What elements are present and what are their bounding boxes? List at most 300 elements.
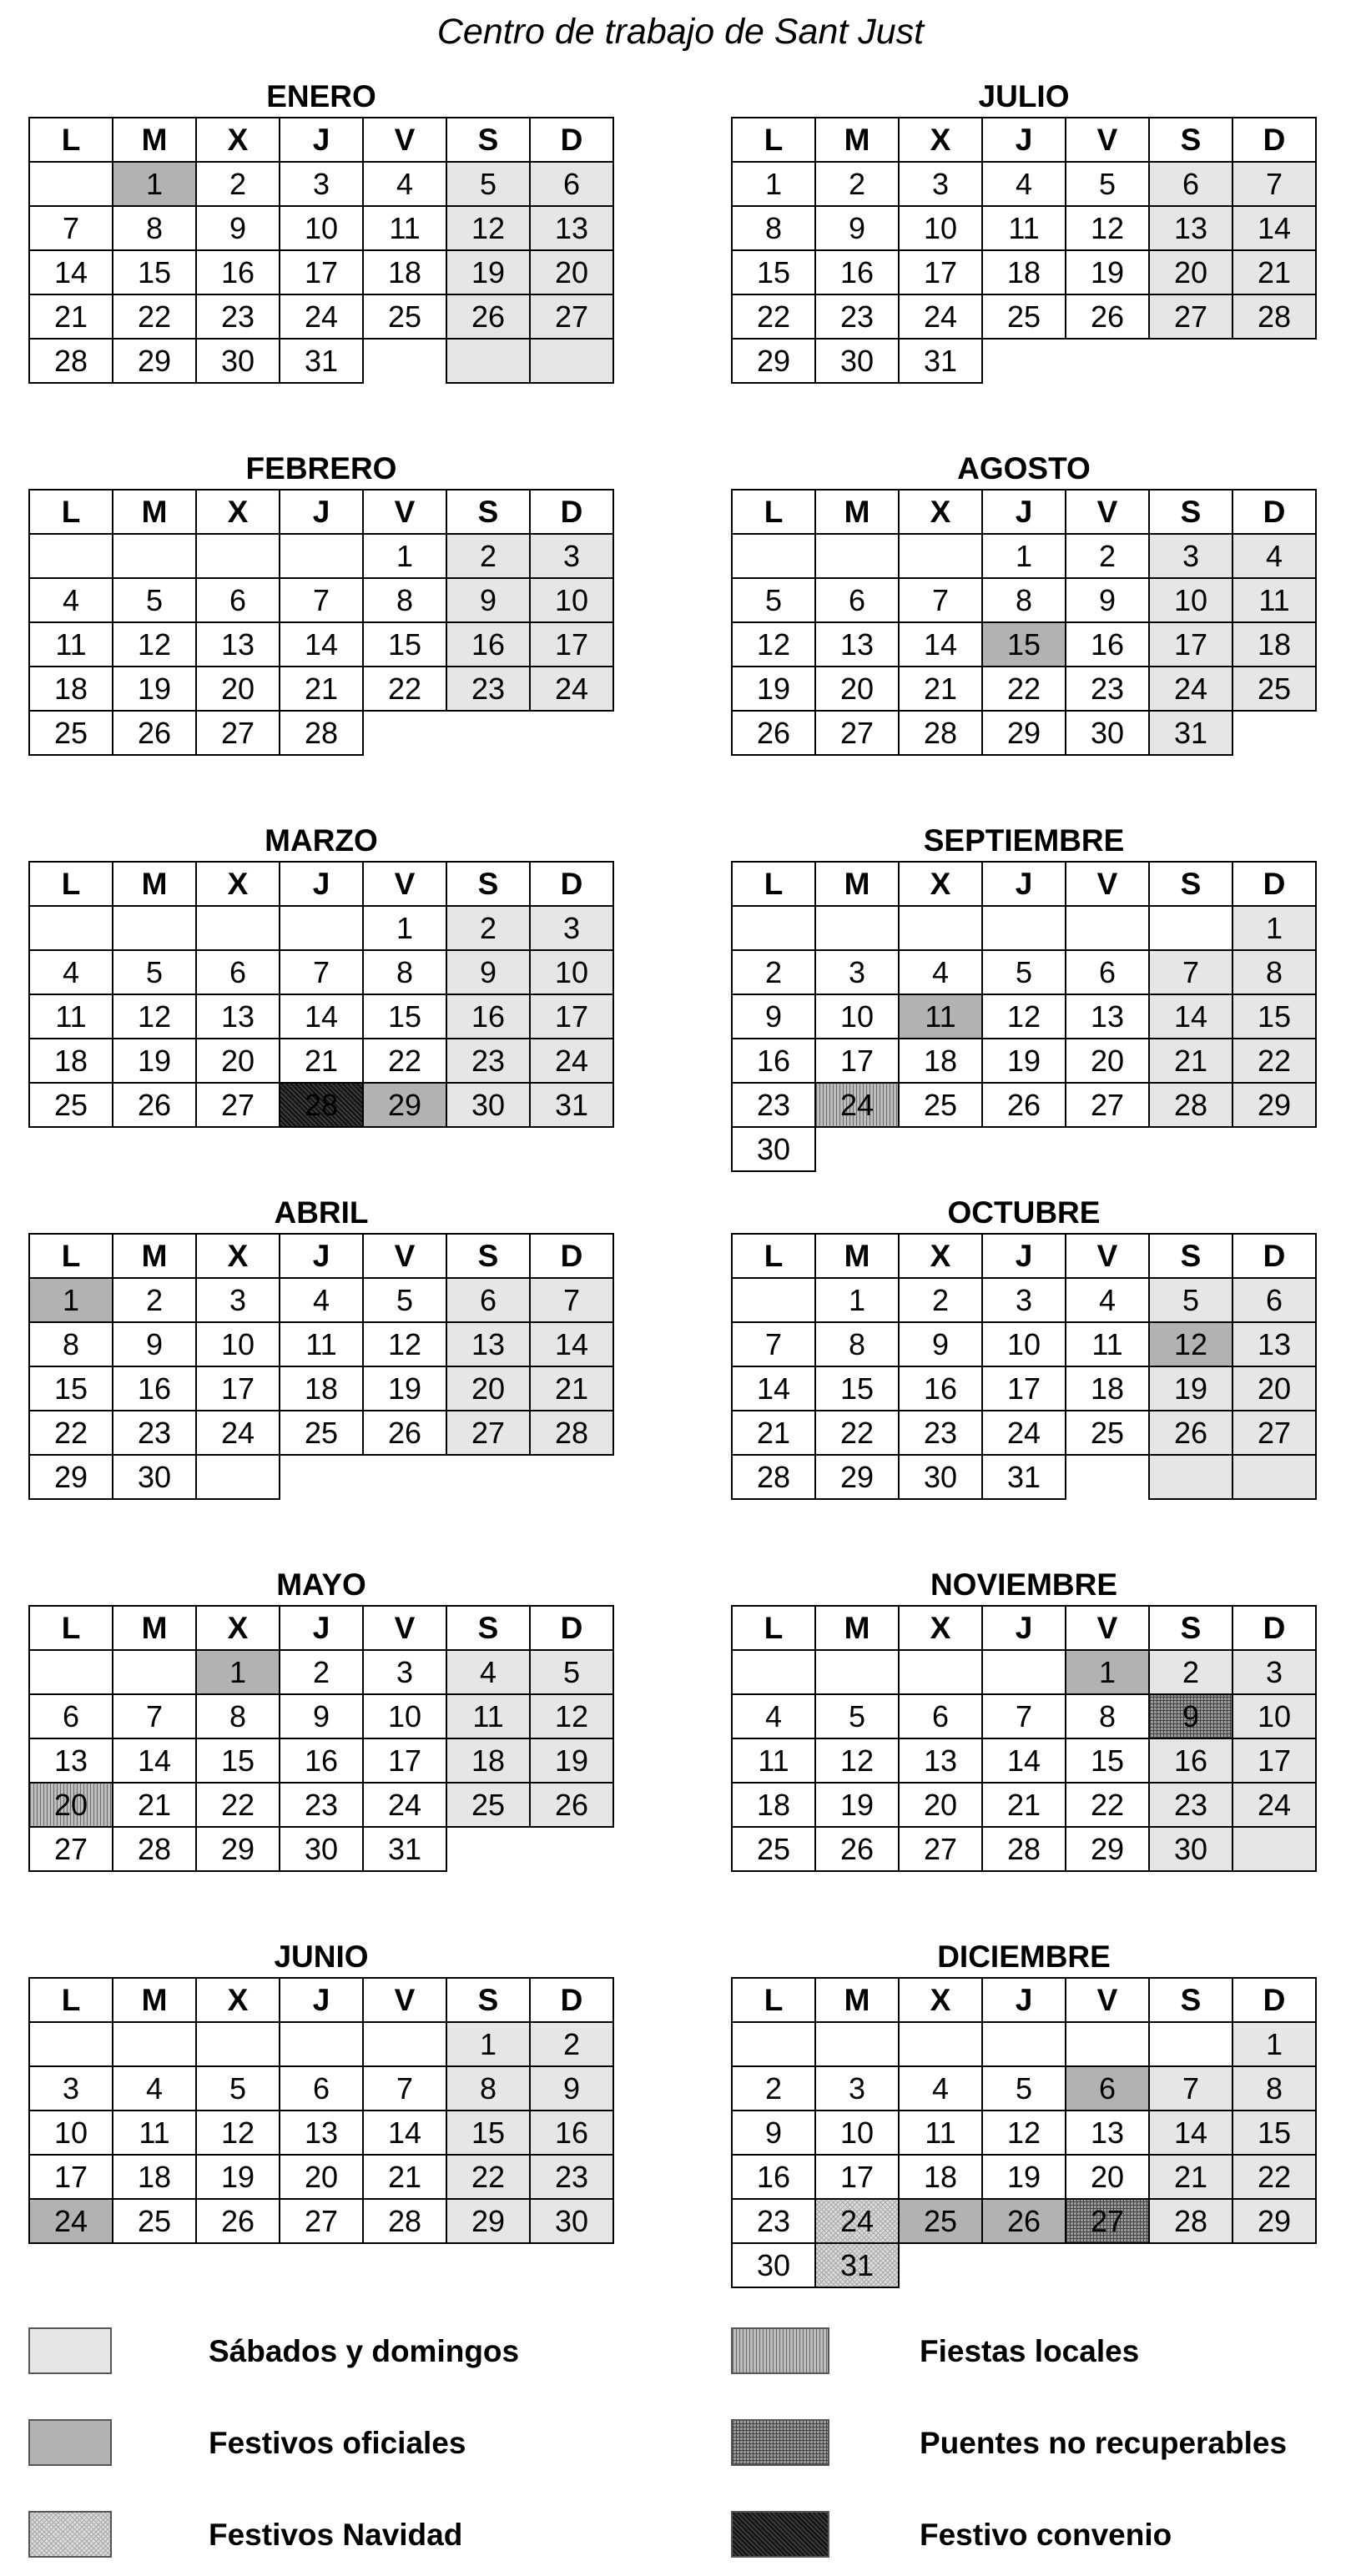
blank-cell — [29, 2022, 113, 2066]
day-cell: 25 — [1232, 667, 1316, 711]
day-cell: 23 — [1149, 1783, 1232, 1827]
weekday-header: V — [363, 1234, 446, 1278]
month-name: JULIO — [978, 79, 1070, 113]
blank-space — [530, 1827, 613, 1871]
day-cell: 30 — [1066, 711, 1149, 755]
day-cell: 22 — [732, 294, 815, 339]
day-cell: 16 — [446, 994, 530, 1039]
month-name: AGOSTO — [957, 451, 1091, 486]
day-cell: 22 — [446, 2155, 530, 2199]
day-cell: 14 — [280, 622, 363, 667]
day-cell: 4 — [363, 162, 446, 206]
day-cell: 8 — [196, 1694, 280, 1738]
weekday-header: J — [280, 1606, 363, 1650]
day-cell: 26 — [363, 1411, 446, 1455]
weekday-header: M — [815, 490, 899, 534]
day-cell: 31 — [363, 1827, 446, 1871]
day-cell: 10 — [1149, 578, 1232, 622]
weekday-header: X — [899, 862, 982, 906]
weekday-header: J — [982, 1978, 1066, 2022]
blank-cell — [899, 2022, 982, 2066]
day-cell: 15 — [446, 2111, 530, 2155]
day-cell: 15 — [113, 250, 196, 294]
weekday-header: S — [446, 1606, 530, 1650]
day-cell: 29 — [732, 339, 815, 383]
weekday-header: V — [1066, 1606, 1149, 1650]
day-cell: 3 — [1232, 1650, 1316, 1694]
weekday-header: X — [899, 118, 982, 162]
blank-cell — [1066, 906, 1149, 950]
day-cell: 29 — [29, 1455, 113, 1499]
day-cell: 10 — [280, 206, 363, 250]
day-cell: 9 — [446, 950, 530, 994]
day-cell: 3 — [29, 2066, 113, 2111]
weekday-header: J — [280, 862, 363, 906]
day-cell: 10 — [196, 1322, 280, 1366]
blank-cell — [363, 2022, 446, 2066]
day-cell: 22 — [1232, 1039, 1316, 1083]
day-cell: 23 — [446, 1039, 530, 1083]
blank-cell — [113, 1650, 196, 1694]
day-cell: 15 — [1232, 2111, 1316, 2155]
blank-cell — [196, 534, 280, 578]
day-cell: 8 — [446, 2066, 530, 2111]
weekday-header: D — [530, 862, 613, 906]
blank-space — [530, 1455, 613, 1499]
month-table — [731, 1605, 1317, 1872]
day-cell: 6 — [1066, 950, 1149, 994]
day-cell: 3 — [530, 906, 613, 950]
day-cell: 9 — [530, 2066, 613, 2111]
blank-cell — [1232, 1827, 1316, 1871]
day-cell: 23 — [815, 294, 899, 339]
day-cell: 5 — [196, 2066, 280, 2111]
day-cell: 8 — [1066, 1694, 1149, 1738]
day-cell: 1 — [732, 162, 815, 206]
day-cell: 11 — [899, 994, 982, 1039]
day-cell: 19 — [1149, 1366, 1232, 1411]
day-cell: 17 — [815, 1039, 899, 1083]
weekday-header: X — [196, 490, 280, 534]
day-cell: 30 — [196, 339, 280, 383]
weekday-header: S — [1149, 1606, 1232, 1650]
day-cell: 28 — [982, 1827, 1066, 1871]
day-cell: 27 — [815, 711, 899, 755]
day-cell: 19 — [1066, 250, 1149, 294]
day-cell: 8 — [982, 578, 1066, 622]
day-cell: 5 — [1066, 162, 1149, 206]
day-cell: 31 — [280, 339, 363, 383]
blank-cell — [815, 906, 899, 950]
day-cell: 13 — [1066, 2111, 1149, 2155]
day-cell: 8 — [363, 578, 446, 622]
day-cell: 24 — [530, 1039, 613, 1083]
day-cell: 13 — [1149, 206, 1232, 250]
day-cell: 14 — [363, 2111, 446, 2155]
day-cell: 24 — [1232, 1783, 1316, 1827]
weekday-header: M — [113, 490, 196, 534]
day-cell: 4 — [899, 2066, 982, 2111]
day-cell: 11 — [982, 206, 1066, 250]
day-cell: 5 — [446, 162, 530, 206]
blank-space — [899, 2243, 982, 2287]
day-cell: 22 — [363, 667, 446, 711]
day-cell: 15 — [29, 1366, 113, 1411]
day-cell: 30 — [732, 2243, 815, 2287]
day-cell: 14 — [732, 1366, 815, 1411]
weekday-header: X — [899, 1606, 982, 1650]
day-cell: 29 — [1232, 2199, 1316, 2243]
day-cell: 11 — [732, 1738, 815, 1783]
weekday-header: S — [446, 490, 530, 534]
day-cell: 17 — [196, 1366, 280, 1411]
blank-cell — [815, 534, 899, 578]
day-cell: 3 — [196, 1278, 280, 1322]
day-cell: 18 — [363, 250, 446, 294]
day-cell: 4 — [446, 1650, 530, 1694]
weekday-header: M — [815, 862, 899, 906]
day-cell: 22 — [29, 1411, 113, 1455]
blank-space — [446, 1455, 530, 1499]
weekday-header: X — [899, 1234, 982, 1278]
day-cell: 6 — [1232, 1278, 1316, 1322]
day-cell: 2 — [446, 534, 530, 578]
day-cell: 12 — [815, 1738, 899, 1783]
day-cell: 23 — [899, 1411, 982, 1455]
day-cell: 17 — [29, 2155, 113, 2199]
day-cell: 7 — [530, 1278, 613, 1322]
blank-cell — [732, 1278, 815, 1322]
day-cell: 18 — [899, 1039, 982, 1083]
blank-cell — [899, 534, 982, 578]
day-cell: 18 — [113, 2155, 196, 2199]
day-cell: 14 — [530, 1322, 613, 1366]
day-cell: 4 — [29, 950, 113, 994]
day-cell: 10 — [815, 994, 899, 1039]
day-cell: 3 — [1149, 534, 1232, 578]
day-cell: 30 — [113, 1455, 196, 1499]
month-table — [28, 117, 614, 384]
blank-space — [1232, 711, 1316, 755]
day-cell: 17 — [363, 1738, 446, 1783]
day-cell: 1 — [982, 534, 1066, 578]
day-cell: 25 — [29, 711, 113, 755]
day-cell: 23 — [732, 2199, 815, 2243]
day-cell: 28 — [363, 2199, 446, 2243]
day-cell: 2 — [196, 162, 280, 206]
day-cell: 16 — [899, 1366, 982, 1411]
day-cell: 12 — [446, 206, 530, 250]
legend-label: Festivos oficiales — [209, 2426, 466, 2460]
day-cell: 31 — [982, 1455, 1066, 1499]
day-cell: 21 — [280, 1039, 363, 1083]
blank-cell — [530, 339, 613, 383]
day-cell: 9 — [280, 1694, 363, 1738]
day-cell: 3 — [815, 2066, 899, 2111]
day-cell: 3 — [530, 534, 613, 578]
day-cell: 11 — [29, 622, 113, 667]
day-cell: 16 — [732, 2155, 815, 2199]
day-cell: 12 — [1066, 206, 1149, 250]
day-cell: 15 — [363, 622, 446, 667]
weekday-header: L — [29, 1606, 113, 1650]
day-cell: 11 — [29, 994, 113, 1039]
weekday-header: X — [899, 1978, 982, 2022]
day-cell: 15 — [1232, 994, 1316, 1039]
day-cell: 8 — [815, 1322, 899, 1366]
blank-cell — [196, 1455, 280, 1499]
legend-item-pnr — [731, 2419, 1348, 2468]
month-table — [28, 1233, 614, 1500]
day-cell: 2 — [732, 2066, 815, 2111]
month-julio — [731, 80, 1317, 384]
blank-cell — [732, 906, 815, 950]
weekday-header: V — [363, 1606, 446, 1650]
day-cell: 20 — [530, 250, 613, 294]
day-cell: 26 — [113, 711, 196, 755]
day-cell: 5 — [1149, 1278, 1232, 1322]
day-cell: 9 — [732, 2111, 815, 2155]
day-cell: 1 — [446, 2022, 530, 2066]
day-cell: 7 — [363, 2066, 446, 2111]
weekday-header: D — [530, 1606, 613, 1650]
month-marzo — [28, 824, 614, 1128]
day-cell: 19 — [446, 250, 530, 294]
day-cell: 5 — [363, 1278, 446, 1322]
day-cell: 27 — [1066, 1083, 1149, 1127]
day-cell: 19 — [196, 2155, 280, 2199]
blank-cell — [982, 1650, 1066, 1694]
blank-space — [982, 1127, 1066, 1171]
day-cell: 2 — [732, 950, 815, 994]
day-cell: 15 — [1066, 1738, 1149, 1783]
day-cell: 2 — [815, 162, 899, 206]
day-cell: 31 — [530, 1083, 613, 1127]
day-cell: 24 — [280, 294, 363, 339]
day-cell: 18 — [899, 2155, 982, 2199]
blank-cell — [982, 2022, 1066, 2066]
day-cell: 1 — [815, 1278, 899, 1322]
weekday-header: L — [732, 1234, 815, 1278]
day-cell: 16 — [732, 1039, 815, 1083]
day-cell: 20 — [1066, 2155, 1149, 2199]
day-cell: 27 — [1066, 2199, 1149, 2243]
day-cell: 7 — [1149, 2066, 1232, 2111]
day-cell: 18 — [280, 1366, 363, 1411]
day-cell: 22 — [1232, 2155, 1316, 2199]
day-cell: 30 — [732, 1127, 815, 1171]
day-cell: 14 — [1149, 994, 1232, 1039]
day-cell: 27 — [899, 1827, 982, 1871]
blank-cell — [280, 2022, 363, 2066]
day-cell: 10 — [29, 2111, 113, 2155]
day-cell: 29 — [1066, 1827, 1149, 1871]
weekday-header: L — [29, 118, 113, 162]
day-cell: 14 — [29, 250, 113, 294]
weekday-header: M — [815, 1234, 899, 1278]
month-enero — [28, 80, 614, 384]
weekday-header: D — [1232, 1234, 1316, 1278]
page-title: Centro de trabajo de Sant Just — [436, 12, 925, 52]
day-cell: 20 — [815, 667, 899, 711]
day-cell: 11 — [1232, 578, 1316, 622]
day-cell: 8 — [732, 206, 815, 250]
day-cell: 12 — [530, 1694, 613, 1738]
weekday-header: D — [530, 1234, 613, 1278]
month-table — [28, 1977, 614, 2244]
day-cell: 26 — [446, 294, 530, 339]
day-cell: 19 — [982, 2155, 1066, 2199]
weekday-header: S — [446, 1234, 530, 1278]
month-name: NOVIEMBRE — [930, 1567, 1118, 1602]
blank-cell — [1232, 1455, 1316, 1499]
weekday-header: V — [1066, 118, 1149, 162]
blank-space — [1149, 2243, 1232, 2287]
month-name: DICIEMBRE — [937, 1940, 1111, 1974]
day-cell: 23 — [530, 2155, 613, 2199]
day-cell: 28 — [1232, 294, 1316, 339]
day-cell: 12 — [982, 2111, 1066, 2155]
day-cell: 3 — [363, 1650, 446, 1694]
month-table — [731, 1977, 1317, 2288]
day-cell: 2 — [280, 1650, 363, 1694]
day-cell: 17 — [530, 622, 613, 667]
month-table — [731, 117, 1317, 384]
day-cell: 26 — [1066, 294, 1149, 339]
day-cell: 29 — [446, 2199, 530, 2243]
weekday-header: V — [363, 490, 446, 534]
month-junio — [28, 1940, 614, 2244]
blank-space — [363, 339, 446, 383]
day-cell: 17 — [1149, 622, 1232, 667]
weekday-header: X — [196, 118, 280, 162]
day-cell: 12 — [196, 2111, 280, 2155]
day-cell: 4 — [982, 162, 1066, 206]
day-cell: 6 — [29, 1694, 113, 1738]
month-name: MARZO — [265, 823, 378, 858]
day-cell: 25 — [363, 294, 446, 339]
legend-label: Fiestas locales — [920, 2334, 1140, 2368]
weekday-header: L — [29, 862, 113, 906]
day-cell: 23 — [446, 667, 530, 711]
day-cell: 13 — [1066, 994, 1149, 1039]
day-cell: 22 — [815, 1411, 899, 1455]
blank-space — [899, 1127, 982, 1171]
day-cell: 9 — [1149, 1694, 1232, 1738]
day-cell: 19 — [815, 1783, 899, 1827]
day-cell: 26 — [1149, 1411, 1232, 1455]
day-cell: 14 — [1149, 2111, 1232, 2155]
day-cell: 10 — [899, 206, 982, 250]
day-cell: 17 — [899, 250, 982, 294]
weekday-header: M — [815, 118, 899, 162]
weekday-header: J — [280, 1234, 363, 1278]
day-cell: 26 — [530, 1783, 613, 1827]
day-cell: 28 — [29, 339, 113, 383]
blank-space — [982, 2243, 1066, 2287]
day-cell: 9 — [446, 578, 530, 622]
day-cell: 23 — [280, 1783, 363, 1827]
month-name: OCTUBRE — [947, 1195, 1101, 1230]
legend-label: Festivos Navidad — [209, 2518, 463, 2552]
day-cell: 11 — [363, 206, 446, 250]
day-cell: 24 — [815, 2199, 899, 2243]
day-cell: 26 — [815, 1827, 899, 1871]
day-cell: 30 — [530, 2199, 613, 2243]
day-cell: 10 — [815, 2111, 899, 2155]
day-cell: 29 — [196, 1827, 280, 1871]
day-cell: 25 — [899, 1083, 982, 1127]
day-cell: 6 — [1149, 162, 1232, 206]
day-cell: 29 — [815, 1455, 899, 1499]
weekday-header: L — [29, 490, 113, 534]
day-cell: 7 — [1232, 162, 1316, 206]
day-cell: 28 — [899, 711, 982, 755]
blank-space — [1149, 339, 1232, 383]
day-cell: 21 — [29, 294, 113, 339]
day-cell: 26 — [196, 2199, 280, 2243]
blank-cell — [815, 2022, 899, 2066]
weekday-header: J — [982, 1606, 1066, 1650]
weekday-header: L — [732, 118, 815, 162]
day-cell: 21 — [1149, 2155, 1232, 2199]
day-cell: 4 — [1232, 534, 1316, 578]
day-cell: 18 — [982, 250, 1066, 294]
day-cell: 16 — [1149, 1738, 1232, 1783]
day-cell: 15 — [732, 250, 815, 294]
day-cell: 20 — [446, 1366, 530, 1411]
day-cell: 12 — [363, 1322, 446, 1366]
day-cell: 28 — [732, 1455, 815, 1499]
blank-cell — [1149, 2022, 1232, 2066]
legend-swatch — [731, 2419, 829, 2466]
legend-label: Festivo convenio — [920, 2518, 1172, 2552]
day-cell: 30 — [815, 339, 899, 383]
blank-space — [280, 1455, 363, 1499]
day-cell: 25 — [1066, 1411, 1149, 1455]
weekday-header: S — [446, 118, 530, 162]
day-cell: 4 — [899, 950, 982, 994]
day-cell: 9 — [113, 1322, 196, 1366]
day-cell: 3 — [899, 162, 982, 206]
weekday-header: J — [280, 1978, 363, 2022]
day-cell: 25 — [446, 1783, 530, 1827]
day-cell: 10 — [1232, 1694, 1316, 1738]
blank-space — [982, 339, 1066, 383]
day-cell: 23 — [113, 1411, 196, 1455]
day-cell: 18 — [1066, 1366, 1149, 1411]
day-cell: 31 — [899, 339, 982, 383]
day-cell: 2 — [1066, 534, 1149, 578]
month-octubre — [731, 1196, 1317, 1500]
day-cell: 21 — [530, 1366, 613, 1411]
month-table — [731, 861, 1317, 1172]
day-cell: 2 — [113, 1278, 196, 1322]
day-cell: 9 — [1066, 578, 1149, 622]
month-name: FEBRERO — [245, 451, 397, 486]
day-cell: 14 — [899, 622, 982, 667]
blank-space — [1066, 2243, 1149, 2287]
day-cell: 20 — [196, 667, 280, 711]
day-cell: 2 — [899, 1278, 982, 1322]
day-cell: 5 — [982, 2066, 1066, 2111]
day-cell: 15 — [982, 622, 1066, 667]
blank-space — [446, 1827, 530, 1871]
blank-cell — [732, 1650, 815, 1694]
day-cell: 4 — [280, 1278, 363, 1322]
day-cell: 23 — [732, 1083, 815, 1127]
day-cell: 1 — [196, 1650, 280, 1694]
